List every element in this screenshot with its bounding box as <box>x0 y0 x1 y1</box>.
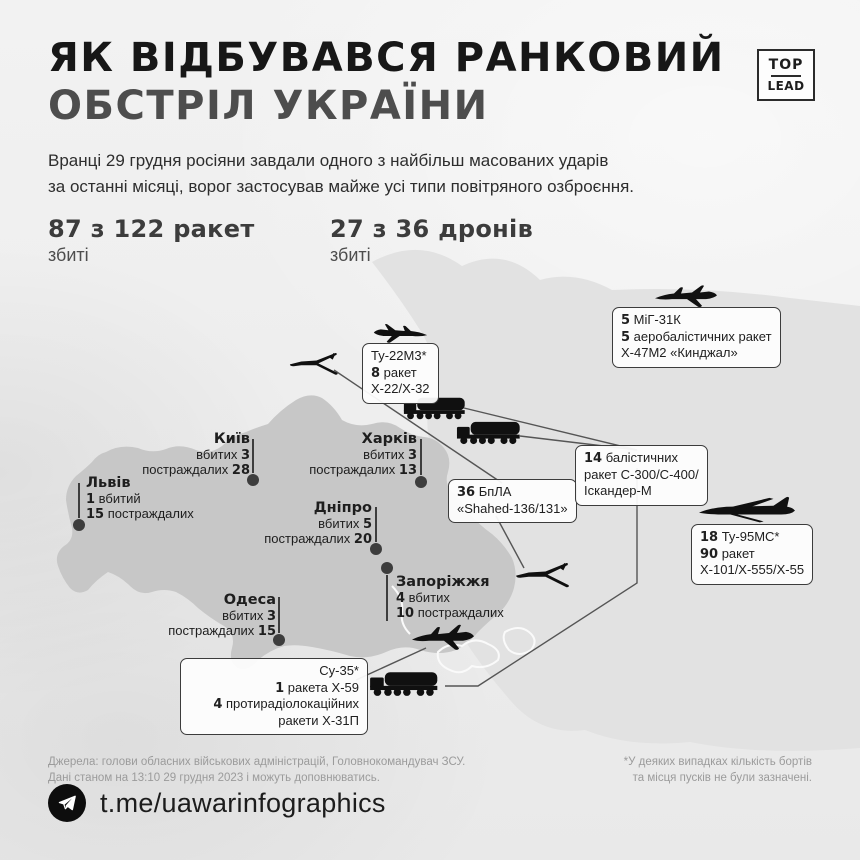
casualty-row: вбитих 5 <box>318 516 372 532</box>
telegram-icon <box>48 784 86 822</box>
footnote-line2: та місця пусків не були зазначені. <box>632 772 812 784</box>
casualty-row: вбитих 3 <box>222 608 276 624</box>
subtitle-line1: Вранці 29 грудня росіяни завдали одного з найбільш масованих ударів <box>48 151 609 170</box>
page-title <box>48 34 725 130</box>
city-label-dnipro <box>240 501 372 546</box>
callout-su35: Су-35* 1 ракета Х-59 4 протирадіолокаційних ракети Х-31П <box>180 658 368 735</box>
city-name: Запоріжжя <box>396 574 490 590</box>
city-label-odesa <box>140 593 276 638</box>
casualty-row: вбитих 3 <box>363 447 417 463</box>
drones-stat-value: 27 з 36 дронів <box>330 215 534 243</box>
casualty-row: постраждалих 28 <box>142 461 250 478</box>
title-line1: ЯК ВІДБУВАВСЯ РАНКОВИЙ <box>48 35 725 81</box>
city-label-kyiv <box>110 432 250 477</box>
sources-line1: Джерела: голови обласних військових адміністрацій, Головнокомандувач ЗСУ. <box>48 756 466 768</box>
city-name: Одеса <box>223 592 276 608</box>
subtitle-line2: за останні місяці, ворог застосував майже усі типи повітряного озброєння. <box>48 177 635 196</box>
casualty-row: 4 вбитих <box>396 590 450 606</box>
callout-tu95ms: 18 Ту-95МС* 90 ракет Х-101/Х-555/Х-55 <box>691 524 813 585</box>
city-name: Київ <box>213 431 250 447</box>
casualty-row: 1 вбитий <box>86 491 141 507</box>
missiles-stat-label: збиті <box>48 245 89 265</box>
callout-shahed-uav: 36 БпЛА «Shahed-136/131» <box>448 479 577 523</box>
casualty-row: постраждалих 15 <box>168 622 276 639</box>
city-name: Дніпро <box>313 500 372 516</box>
callout-tu22m3: Ту-22М3* 8 ракет Х-22/Х-32 <box>362 343 439 404</box>
city-name: Харків <box>361 431 417 447</box>
footnote-line1: *У деяких випадках кількість бортів <box>623 756 812 768</box>
casualty-row: 15 постраждалих <box>86 505 194 522</box>
logo-top-text: TOP <box>768 57 804 73</box>
city-label-zaporizhzhia <box>396 575 546 620</box>
top-lead-logo <box>757 49 815 101</box>
city-label-lviv <box>86 476 246 521</box>
missile-launcher-truck3-icon <box>370 672 437 696</box>
casualty-row: вбитих 3 <box>196 447 250 463</box>
sources-note <box>48 754 465 786</box>
callout-mig31k: 5 МіГ-31К 5 аеробалістичних ракет Х-47М2 «Кинджал» <box>612 307 781 368</box>
casualty-row: постраждалих 13 <box>309 461 417 478</box>
drones-stat-label: збиті <box>330 245 371 265</box>
shahed-drone-icon <box>290 353 338 375</box>
casualty-row: постраждалих 20 <box>264 530 372 547</box>
title-line2: ОБСТРІЛ УКРАЇНИ <box>48 83 489 129</box>
missiles-stat-value: 87 з 122 ракет <box>48 215 255 243</box>
asterisk-footnote <box>624 754 812 786</box>
casualty-row: 10 постраждалих <box>396 604 504 621</box>
logo-divider <box>771 75 801 77</box>
logo-lead-text: LEAD <box>767 79 805 93</box>
city-name: Львів <box>86 475 131 491</box>
sources-line2: Дані станом на 13:10 29 грудня 2023 і можуть доповнюватись. <box>48 772 380 784</box>
telegram-url[interactable]: t.me/uawarinfographics <box>100 787 386 818</box>
telegram-link[interactable] <box>48 784 386 822</box>
subtitle <box>48 148 768 200</box>
city-label-kharkiv <box>285 432 417 477</box>
callout-ballistic: 14 балістичних ракет С-300/С-400/ Іскандер-М <box>575 445 708 506</box>
